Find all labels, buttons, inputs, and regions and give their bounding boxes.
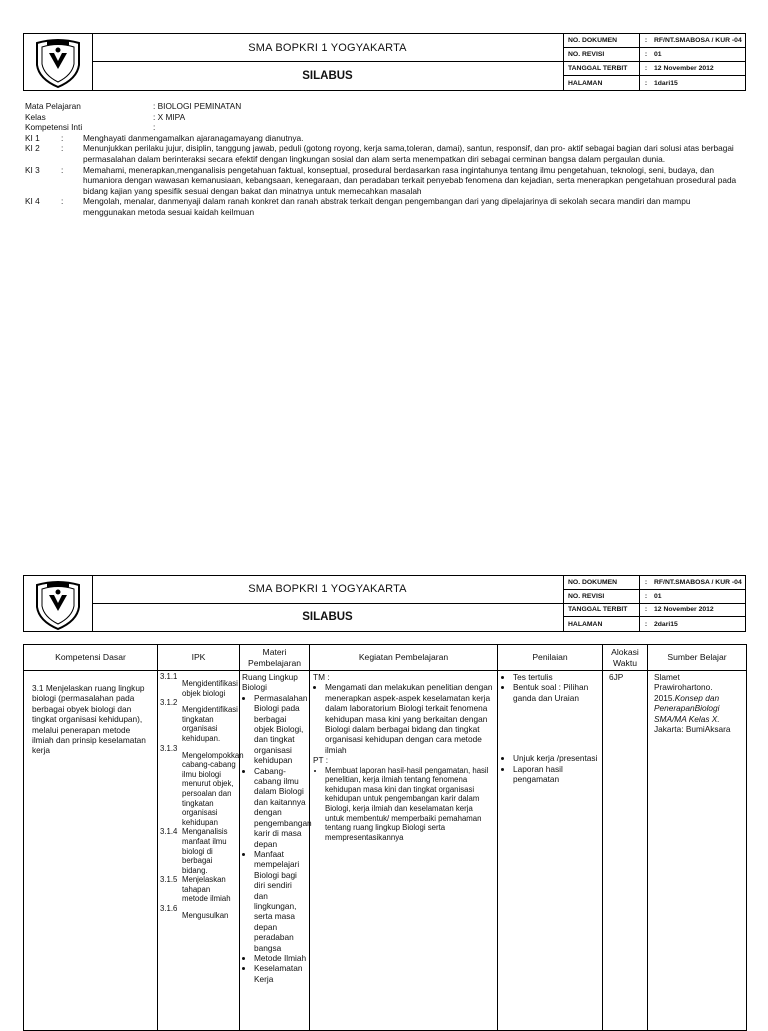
- col-penilaian: Penilaian: [498, 645, 603, 671]
- meta-row-tanggal: TANGGAL TERBIT : 12 November 2012: [564, 604, 745, 618]
- list-item: • Tes tertulis: [513, 672, 599, 682]
- pt-list: [313, 766, 494, 843]
- school-crest-icon: [31, 579, 85, 631]
- ipk-item: 3.1.4 Menganalisis manfaat ilmu biologi di berbagai bidang.: [160, 827, 228, 875]
- silabus-table: [23, 644, 747, 1031]
- ki-4: KI 4 : Mengolah, menalar, danmenyaji dalam ranah konkret dan ranah abstrak terkait dengan pengembangan dari yang dipelajarinya di sekolah secara mandiri dan mampu menggunakan metoda sesuai kaidah keilmuan: [25, 196, 691, 217]
- ipk-item: 3.1.5 Menjelaskan tahapan metode ilmiah: [160, 875, 231, 904]
- document-meta: [564, 576, 745, 631]
- tm-label: TM :: [313, 672, 330, 682]
- ki-3: KI 3 : Memahami, menerapkan,menganalisis pengetahuan faktual, konseptual, prosedural berdasarkan rasa ingintahunya tentang ilmu pengetahuan, teknologi, seni, budaya, dan humaniora dengan wawasan kemanusiaan, kebangsaan, kenegaraan, dan peradaban terkait penyebab fenomena dan kejadian, serta menerapkan pengetahuan prosedural pada bidang kajian yang spesifik sesuai dengan bakat dan minatnya untuk memecahkan masalah: [25, 164, 737, 196]
- intro-section: [25, 101, 741, 218]
- school-crest-icon: [31, 37, 85, 89]
- list-item: • Manfaat mempelajari Biologi bagi diri sendiri dan lingkungan, serta masa depan peradaban bangsa: [254, 849, 307, 953]
- list-item: • Unjuk kerja /presentasi: [513, 753, 599, 763]
- table-row: [24, 671, 747, 1031]
- meta-row-halaman: HALAMAN : 2dari15: [564, 617, 745, 631]
- list-item: • Cabang-cabang ilmu dalam Biologi dan kaitannya dengan pengembangan karir di masa depan: [254, 766, 307, 849]
- meta-row-tanggal: TANGGAL TERBIT : 12 November 2012: [564, 62, 745, 76]
- ipk-item: 3.1.3 Mengelompokkan cabang-cabang ilmu biologi menurut objek, persoalan dan tingkatan organisasi kehidupan: [160, 743, 244, 827]
- alokasi-cell: 6JP: [603, 671, 648, 1031]
- school-logo: [24, 34, 93, 90]
- document-meta: [564, 34, 745, 90]
- materi-title: Ruang Lingkup Biologi: [242, 672, 298, 693]
- document-title: SILABUS: [92, 62, 564, 90]
- table-header-row: [24, 645, 747, 671]
- ipk-item: 3.1.6 Mengusulkan: [160, 904, 229, 921]
- materi-cell: [240, 671, 310, 1031]
- ki-2: KI 2 : Menunjukkan perilaku jujur, disiplin, tanggung jawab, peduli (gotong royong, kerja sama,toleran, damai), santun, responsif, dan pro- aktif sebagai bagian dari solusi atas berbagai permasalahan dalam berinteraksi secara efektif dengan lingkungan sosial dan alam serta menempatkan diri sebagai cerminan bangsa dalam pergaulan dunia.: [25, 143, 734, 164]
- ipk-item: 3.1.1 Mengidentifikasi objek biologi: [160, 672, 238, 698]
- col-kegiatan: Kegiatan Pembelajaran: [310, 645, 498, 671]
- list-item: • Laporan hasil pengamatan: [513, 764, 599, 785]
- col-alokasi: Alokasi Waktu: [603, 645, 648, 671]
- school-logo: [24, 576, 93, 631]
- page1-header: [23, 33, 746, 91]
- meta-row-revisi: NO. REVISI : 01: [564, 48, 745, 62]
- list-item: • Keselamatan Kerja: [254, 963, 307, 984]
- kelas-row: Kelas : X MIPA: [25, 111, 186, 122]
- col-materi: Materi Pembelajaran: [240, 645, 310, 671]
- meta-row-dokumen: NO. DOKUMEN : RF/NT.SMABOSA / KUR -04: [564, 34, 745, 48]
- pt-label: PT :: [313, 755, 329, 766]
- ki-1: KI 1 : Menghayati danmengamalkan ajaranagamayang dianutnya.: [25, 132, 304, 143]
- penilaian-cell: [498, 671, 603, 1031]
- list-item: • Membuat laporan hasil-hasil pengamatan, hasil penelitian, kerja ilmiah tentang fenomena kehidupan masa kini dan tingkat organisasi kehidupan untuk pengembangan karir dalam Biologi, kerja ilmiah dan keselamatan kerja untuk membentuk/ memperbaiki pemahaman tentang ruang lingkup Biologi serta mempresentasikannya: [325, 766, 494, 843]
- penilaian-list-a: [501, 672, 599, 703]
- mapel-row: Mata Pelajaran : BIOLOGI PEMINATAN: [25, 101, 242, 111]
- school-name: SMA BOPKRI 1 YOGYAKARTA: [92, 34, 564, 62]
- kd-cell: 3.1 Menjelaskan ruang lingkup biologi (permasalahan pada berbagai obyek biologi dan tingkat organisasi kehidupan), melalui penerapan metode ilmiah dan prinsip keselamatan kerja: [24, 671, 158, 1031]
- col-sumber: Sumber Belajar: [648, 645, 747, 671]
- ipk-item: 3.1.2 Mengidentifikasi tingkatan organisasi kehidupan.: [160, 698, 238, 743]
- col-ipk: IPK: [158, 645, 240, 671]
- document-title: SILABUS: [92, 604, 564, 632]
- meta-row-revisi: NO. REVISI : 01: [564, 590, 745, 604]
- ipk-cell: [158, 671, 244, 1031]
- meta-row-dokumen: NO. DOKUMEN : RF/NT.SMABOSA / KUR -04: [564, 576, 745, 590]
- school-name: SMA BOPKRI 1 YOGYAKARTA: [92, 576, 564, 604]
- penilaian-list-b: [501, 753, 599, 784]
- tm-list: [313, 682, 494, 755]
- col-kompetensi-dasar: Kompetensi Dasar: [24, 645, 158, 671]
- list-item: • Mengamati dan melakukan penelitian dengan menerapkan aspek-aspek keselamatan kerja dalam laboratorium Biologi terkait fenomena kehidupan masa kini yang berkaitan dengan Biologi dalam berbagai bidang dan tingkat organisasi kehidupan dengan cara metode ilmiah: [325, 682, 494, 755]
- kegiatan-cell: [310, 671, 498, 1031]
- materi-list: [242, 692, 312, 984]
- meta-row-halaman: HALAMAN : 1dari15: [564, 76, 745, 90]
- list-item: • Bentuk soal : Pilihan ganda dan Uraian: [513, 682, 599, 703]
- ki-heading-row: Kompetensi Inti :: [25, 122, 156, 133]
- page2-header: [23, 575, 746, 632]
- sumber-cell: Slamet Prawirohartono. 2015.Konsep dan PenerapanBiologi SMA/MA Kelas X. Jakarta: BumiAksara: [648, 671, 747, 1031]
- list-item: • Metode Ilmiah: [254, 953, 307, 963]
- list-item: • Permasalahan Biologi pada berbagai objek Biologi, dan tingkat organisasi kehidupan: [254, 693, 307, 766]
